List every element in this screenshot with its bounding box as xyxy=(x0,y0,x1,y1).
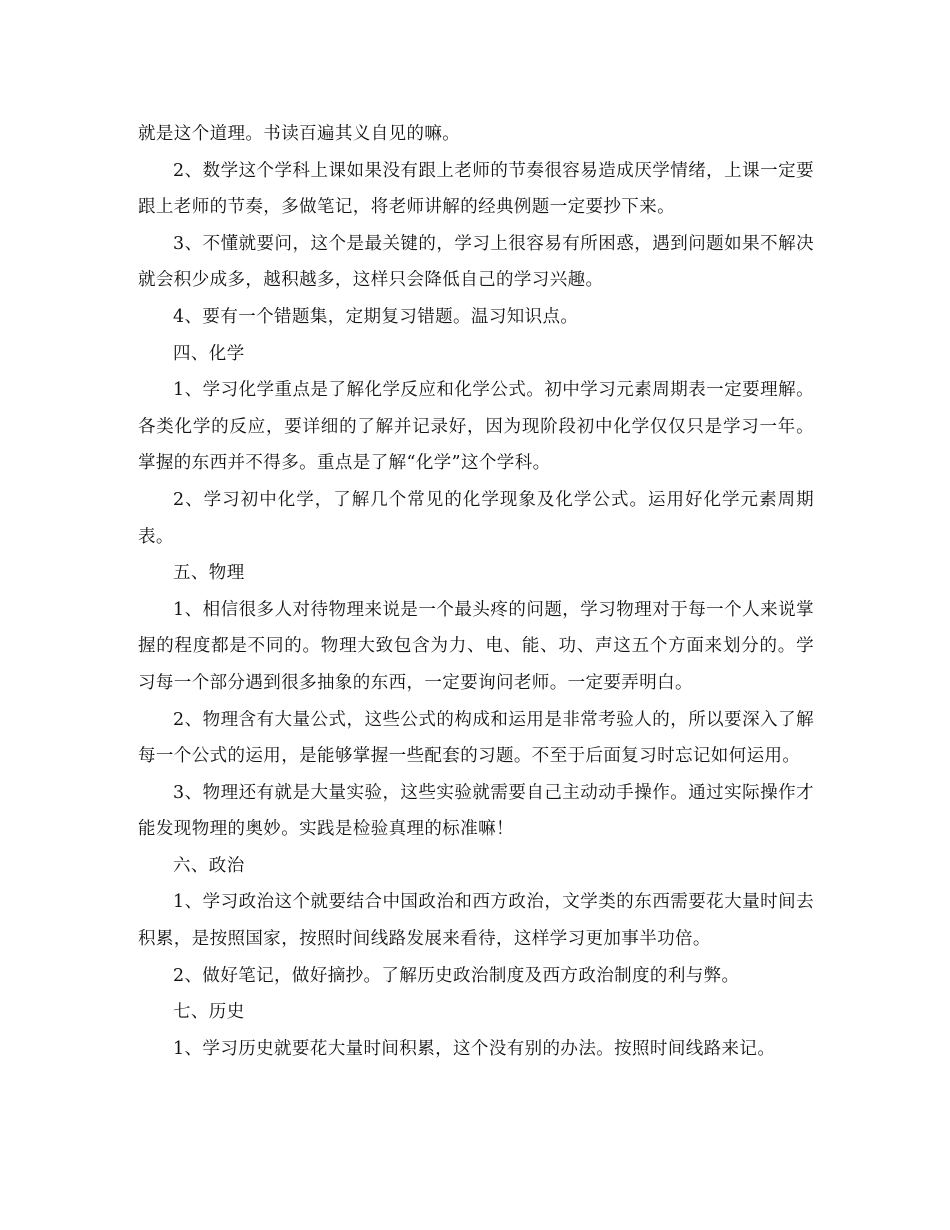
paragraph: 1、学习历史就要花大量时间积累，这个没有别的办法。按照时间线路来记。 xyxy=(173,1038,776,1059)
paragraph: 2、数学这个学科上课如果没有跟上老师的节奏很容易造成厌学情绪，上课一定要跟上老师的节奏，多做笔记，将老师讲解的经典例题一定要抄下来。 xyxy=(138,160,814,218)
section-heading-history: 七、历史 xyxy=(173,1002,245,1023)
paragraph: 3、不懂就要问，这个是最关键的，学习上很容易有所困惑，遇到问题如果不解决就会积少成多，越积越多，这样只会降低自己的学习兴趣。 xyxy=(138,233,814,291)
paragraph: 1、学习政治这个就要结合中国政治和西方政治，文学类的东西需要花大量时间去积累，是按照国家，按照时间线路发展来看待，这样学习更加事半功倍。 xyxy=(138,892,814,950)
document-body xyxy=(138,116,814,1067)
paragraph: 2、学习初中化学，了解几个常见的化学现象及化学公式。运用好化学元素周期表。 xyxy=(138,489,814,547)
paragraph: 2、做好笔记，做好摘抄。了解历史政治制度及西方政治制度的利与弊。 xyxy=(173,965,740,986)
paragraph: 3、物理还有就是大量实验，这些实验就需要自己主动动手操作。通过实际操作才能发现物理的奥妙。实践是检验真理的标准嘛！ xyxy=(138,782,814,840)
section-heading-politics: 六、政治 xyxy=(173,855,245,876)
paragraph: 就是这个道理。书读百遍其义自见的嘛。 xyxy=(138,124,461,144)
section-heading-physics: 五、物理 xyxy=(173,563,245,584)
paragraph: 1、相信很多人对待物理来说是一个最头疼的问题，学习物理对于每一个人来说掌握的程度都是不同的。物理大致包含为力、电、能、功、声这五个方面来划分的。学习每一个部分遇到很多抽象的东西，一定要询问老师。一定要弄明白。 xyxy=(138,599,814,693)
section-heading-chemistry: 四、化学 xyxy=(173,343,245,364)
paragraph: 1、学习化学重点是了解化学反应和化学公式。初中学习元素周期表一定要理解。各类化学的反应，要详细的了解并记录好，因为现阶段初中化学仅仅只是学习一年。掌握的东西并不得多。重点是了解“化学”这个学科。 xyxy=(138,380,814,474)
paragraph: 2、物理含有大量公式，这些公式的构成和运用是非常考验人的，所以要深入了解每一个公式的运用，是能够掌握一些配套的习题。不至于后面复习时忘记如何运用。 xyxy=(138,709,814,767)
paragraph: 4、要有一个错题集，定期复习错题。温习知识点。 xyxy=(173,306,579,327)
